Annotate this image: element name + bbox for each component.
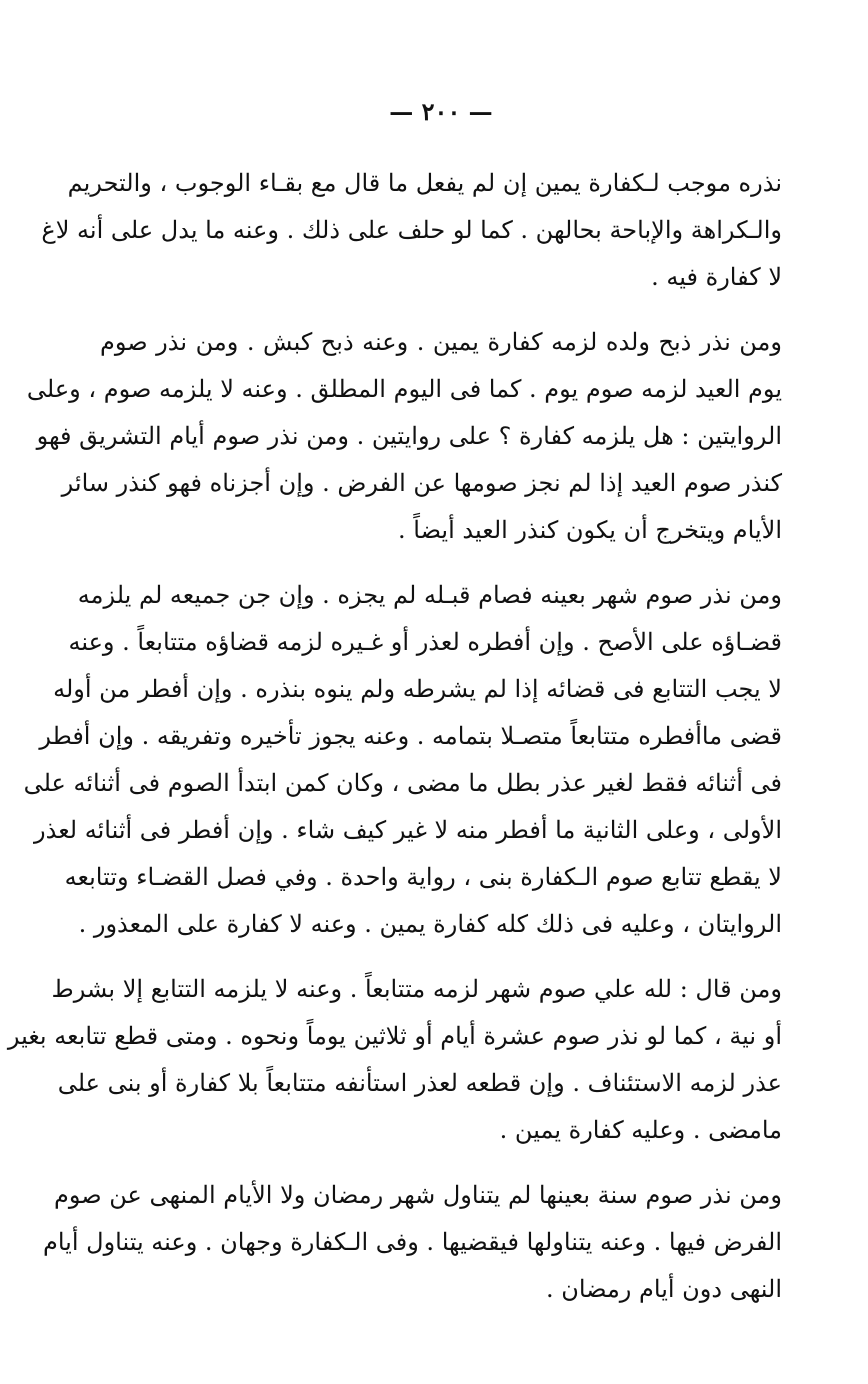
text-line: مامضى . وعليه كفارة يمين . <box>499 1116 782 1144</box>
text-line: أو نية ، كما لو نذر صوم عشرة أيام أو ثلاثين يوماً ونحوه . ومتى قطع تتابعه بغير <box>7 1022 782 1050</box>
text-line: فى أثنائه فقط لغير عذر بطل ما مضى ، وكان كمن ابتدأ الصوم فى أثنائه على <box>23 769 782 797</box>
text-line: ومن نذر صوم سنة بعينها لم يتناول شهر رمضان ولا الأيام المنهى عن صوم <box>53 1181 782 1209</box>
paragraph <box>42 1172 782 1313</box>
text-line: الروايتين : هل يلزمه كفارة ؟ على روايتين . ومن نذر صوم أيام التشريق فهو <box>36 422 782 450</box>
paragraph <box>26 319 782 554</box>
text-line: الأولى ، وعلى الثانية ما أفطر منه لا غير كيف شاء . وإن أفطر فى أثنائه لعذر <box>34 816 782 844</box>
text-line: ومن نذر صوم شهر بعينه فصام قبـله لم يجزه . وإن جن جميعه لم يلزمه <box>77 581 782 609</box>
text-line: قضى ماأفطره متتابعاً متصـلا بتمامه . وعنه يجوز تأخيره وتفريقه . وإن أفطر <box>39 722 782 750</box>
text-line: قضـاؤه على الأصح . وإن أفطره لعذر أو غـيره لزمه قضاؤه متتابعاً . وعنه <box>68 628 782 656</box>
paragraph <box>23 572 782 948</box>
text-line: النهى دون أيام رمضان . <box>545 1275 782 1303</box>
text-line: لا كفارة فيه . <box>651 263 782 291</box>
text-line: والـكراهة والإباحة بحالهن . كما لو حلف على ذلك . وعنه ما يدل على أنه لاغ <box>41 216 782 244</box>
text-line: يوم العيد لزمه صوم يوم . كما فى اليوم المطلق . وعنه لا يلزمه صوم ، وعلى <box>26 375 782 403</box>
text-line: عذر لزمه الاستئناف . وإن قطعه لعذر استأنفه متتابعاً بلا كفارة أو بنى على <box>57 1069 782 1097</box>
paragraph <box>7 966 782 1154</box>
paragraph <box>41 160 782 301</box>
text-line: الروايتان ، وعليه فى ذلك كله كفارة يمين . وعنه لا كفارة على المعذور . <box>78 910 782 938</box>
page-body <box>7 160 782 1313</box>
text-line: نذره موجب لـكفارة يمين إن لم يفعل ما قال مع بقـاء الوجوب ، والتحريم <box>67 169 782 197</box>
text-line: كنذر صوم العيد إذا لم نجز صومها عن الفرض . وإن أجزناه فهو كنذر سائر <box>61 469 782 497</box>
text-line: ومن قال : لله علي صوم شهر لزمه متتابعاً . وعنه لا يلزمه التتابع إلا بشرط <box>51 975 782 1003</box>
page-number: — ٢٠٠ — <box>389 97 493 126</box>
text-line: ومن نذر ذبح ولده لزمه كفارة يمين . وعنه ذبح كبش . ومن نذر صوم <box>100 328 782 356</box>
text-line: الأيام ويتخرج أن يكون كنذر العيد أيضاً . <box>398 516 782 544</box>
text-line: الفرض فيها . وعنه يتناولها فيقضيها . وفى الـكفارة وجهان . وعنه يتناول أيام <box>42 1228 782 1256</box>
text-line: لا يجب التتابع فى قضائه إذا لم يشرطه ولم ينوه بنذره . وإن أفطر من أوله <box>53 675 782 703</box>
text-line: لا يقطع تتابع صوم الـكفارة بنى ، رواية واحدة . وفي فصل القضـاء وتتابعه <box>64 863 782 891</box>
